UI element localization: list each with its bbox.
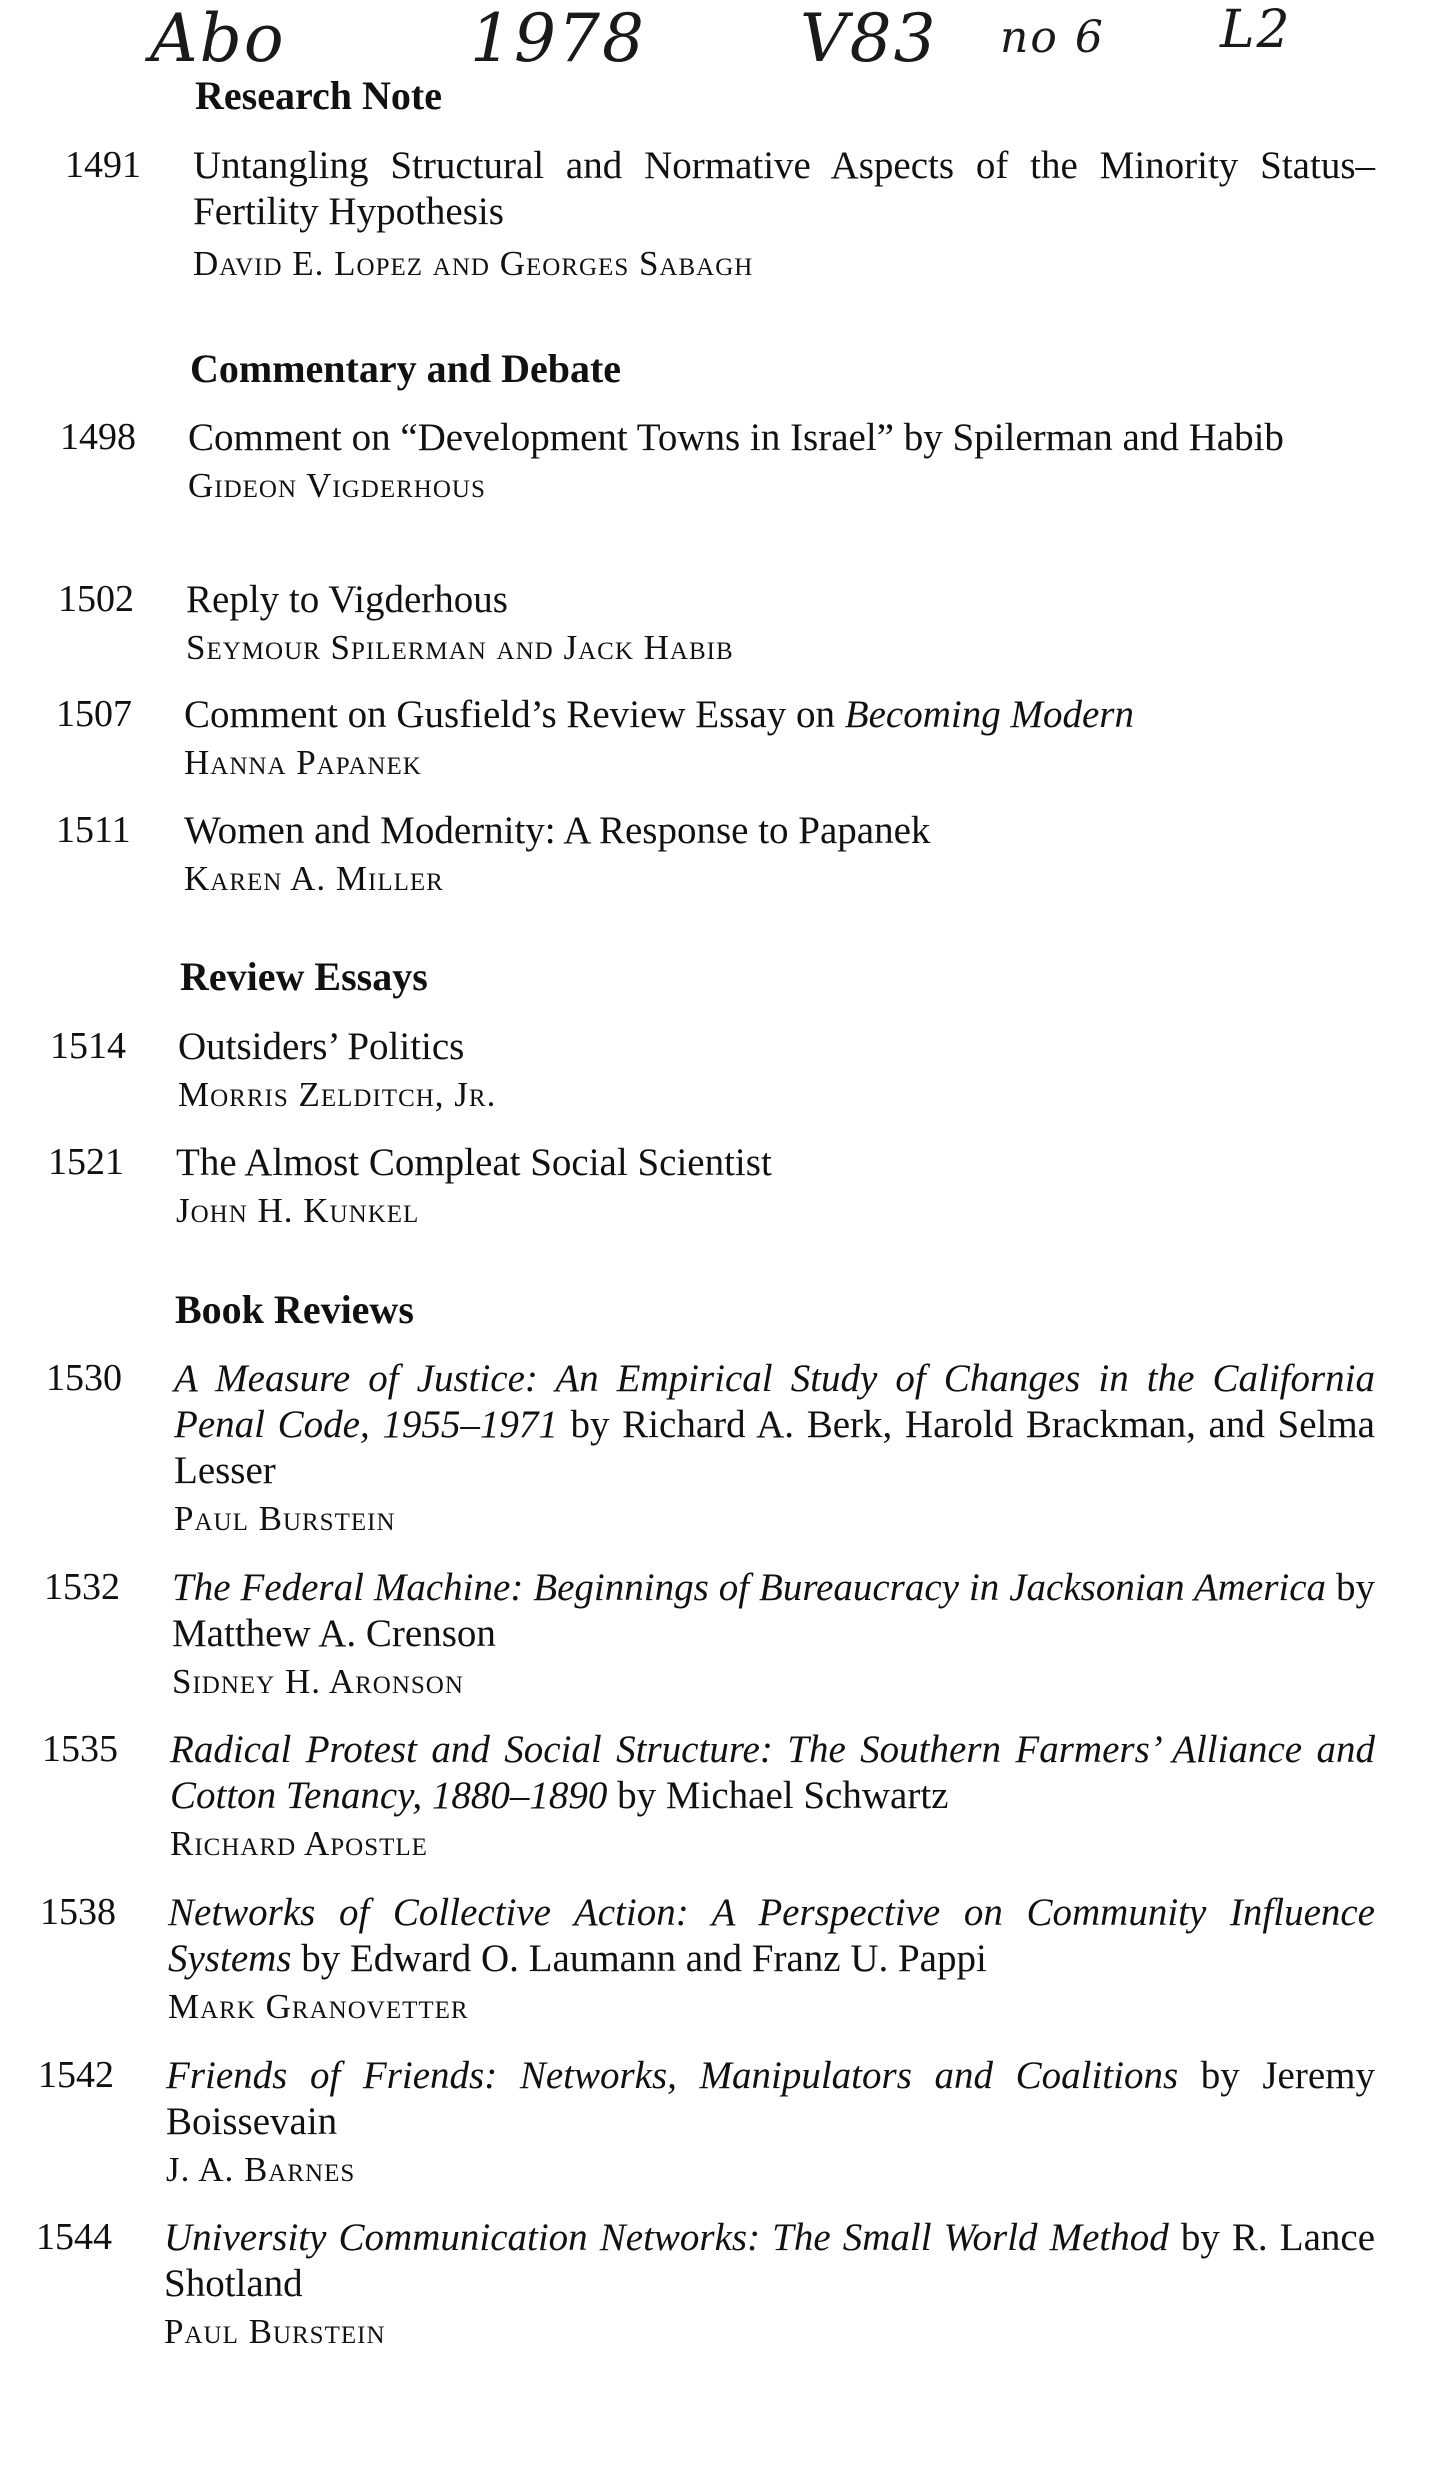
entry-author: Sidney H. Aronson	[172, 1662, 464, 1701]
section-heading-research-note: Research Note	[195, 73, 442, 118]
entry-author: Paul Burstein	[174, 1499, 396, 1538]
toc-entry	[60, 415, 1375, 509]
entry-author: David E. Lopez and Georges Sabagh	[193, 244, 754, 283]
toc-entry	[65, 143, 1375, 287]
entry-author: Karen A. Miller	[184, 859, 444, 898]
toc-entry	[36, 2215, 1375, 2355]
page-number: 1544	[36, 2216, 112, 2258]
toc-entry	[38, 2053, 1375, 2193]
entry-title: Networks of Collective Action: A Perspective on Community Influence Systems by Edward O. Laumann and Franz U. Pappi	[168, 1891, 1375, 1980]
toc-entry	[48, 1140, 1375, 1234]
page-number: 1511	[56, 809, 131, 851]
section-heading-book-reviews: Book Reviews	[175, 1287, 414, 1332]
entry-title: Untangling Structural and Normative Aspects of the Minority Status–Fertility Hypothesis	[193, 144, 1375, 233]
entry-author: Morris Zelditch, Jr.	[178, 1075, 497, 1114]
entry-author: J. A. Barnes	[166, 2150, 356, 2189]
toc-entry	[44, 1565, 1375, 1705]
entry-author: Mark Granovetter	[168, 1987, 469, 2026]
toc-entry	[50, 1024, 1375, 1118]
entry-title: Women and Modernity: A Response to Papanek	[184, 809, 931, 852]
entry-author: Seymour Spilerman and Jack Habib	[186, 628, 734, 667]
entry-title: Friends of Friends: Networks, Manipulators and Coalitions by Jeremy Boissevain	[166, 2054, 1375, 2143]
page-number: 1535	[42, 1728, 118, 1770]
page-number: 1542	[38, 2054, 114, 2096]
page-number: 1538	[40, 1891, 116, 1933]
page-number: 1530	[46, 1357, 122, 1399]
page-number: 1498	[60, 416, 136, 458]
section-heading-commentary-debate: Commentary and Debate	[190, 346, 622, 391]
entry-title: Reply to Vigderhous	[186, 578, 508, 621]
entry-title: Comment on “Development Towns in Israel” by Spilerman and Habib	[188, 416, 1284, 459]
entry-title: Radical Protest and Social Structure: The Southern Farmers’ Alliance and Cotton Tenancy, 1880–1890 by Michael Schwartz	[170, 1728, 1375, 1817]
entry-title: A Measure of Justice: An Empirical Study of Changes in the California Penal Code, 1955–1971 by Richard A. Berk, Harold Brackman, and Selma Lesser	[174, 1357, 1375, 1492]
page-number: 1507	[56, 693, 132, 735]
toc-entry	[40, 1890, 1375, 2030]
page-number: 1521	[48, 1141, 124, 1183]
entry-title: Comment on Gusfield’s Review Essay on Becoming Modern	[184, 693, 1134, 736]
entry-author: Paul Burstein	[164, 2312, 386, 2351]
page-number: 1502	[58, 578, 134, 620]
entry-title: The Federal Machine: Beginnings of Bureaucracy in Jacksonian America by Matthew A. Crenson	[172, 1566, 1376, 1655]
page-number: 1491	[65, 144, 141, 186]
entry-title: The Almost Compleat Social Scientist	[176, 1141, 772, 1184]
entry-author: Richard Apostle	[170, 1824, 428, 1863]
handwritten-note: V83	[800, 0, 938, 77]
toc-entry	[42, 1727, 1375, 1867]
handwritten-note: no 6	[1000, 12, 1105, 63]
entry-author: Hanna Papanek	[184, 743, 422, 782]
section-heading-review-essays: Review Essays	[180, 954, 428, 999]
entry-author: Gideon Vigderhous	[188, 466, 486, 505]
handwritten-note: 1978	[470, 0, 646, 77]
toc-entry	[46, 1356, 1375, 1542]
toc-entry	[56, 808, 1375, 902]
toc-entry	[56, 692, 1375, 786]
handwritten-note: L2	[1220, 0, 1292, 60]
entry-title: University Communication Networks: The Small World Method by R. Lance Shotland	[164, 2216, 1376, 2305]
entry-author: John H. Kunkel	[176, 1191, 420, 1230]
page-number: 1514	[50, 1025, 126, 1067]
entry-title: Outsiders’ Politics	[178, 1025, 465, 1068]
toc-entry	[58, 577, 1375, 671]
page-number: 1532	[44, 1566, 120, 1608]
handwritten-note: Abo	[150, 0, 286, 77]
